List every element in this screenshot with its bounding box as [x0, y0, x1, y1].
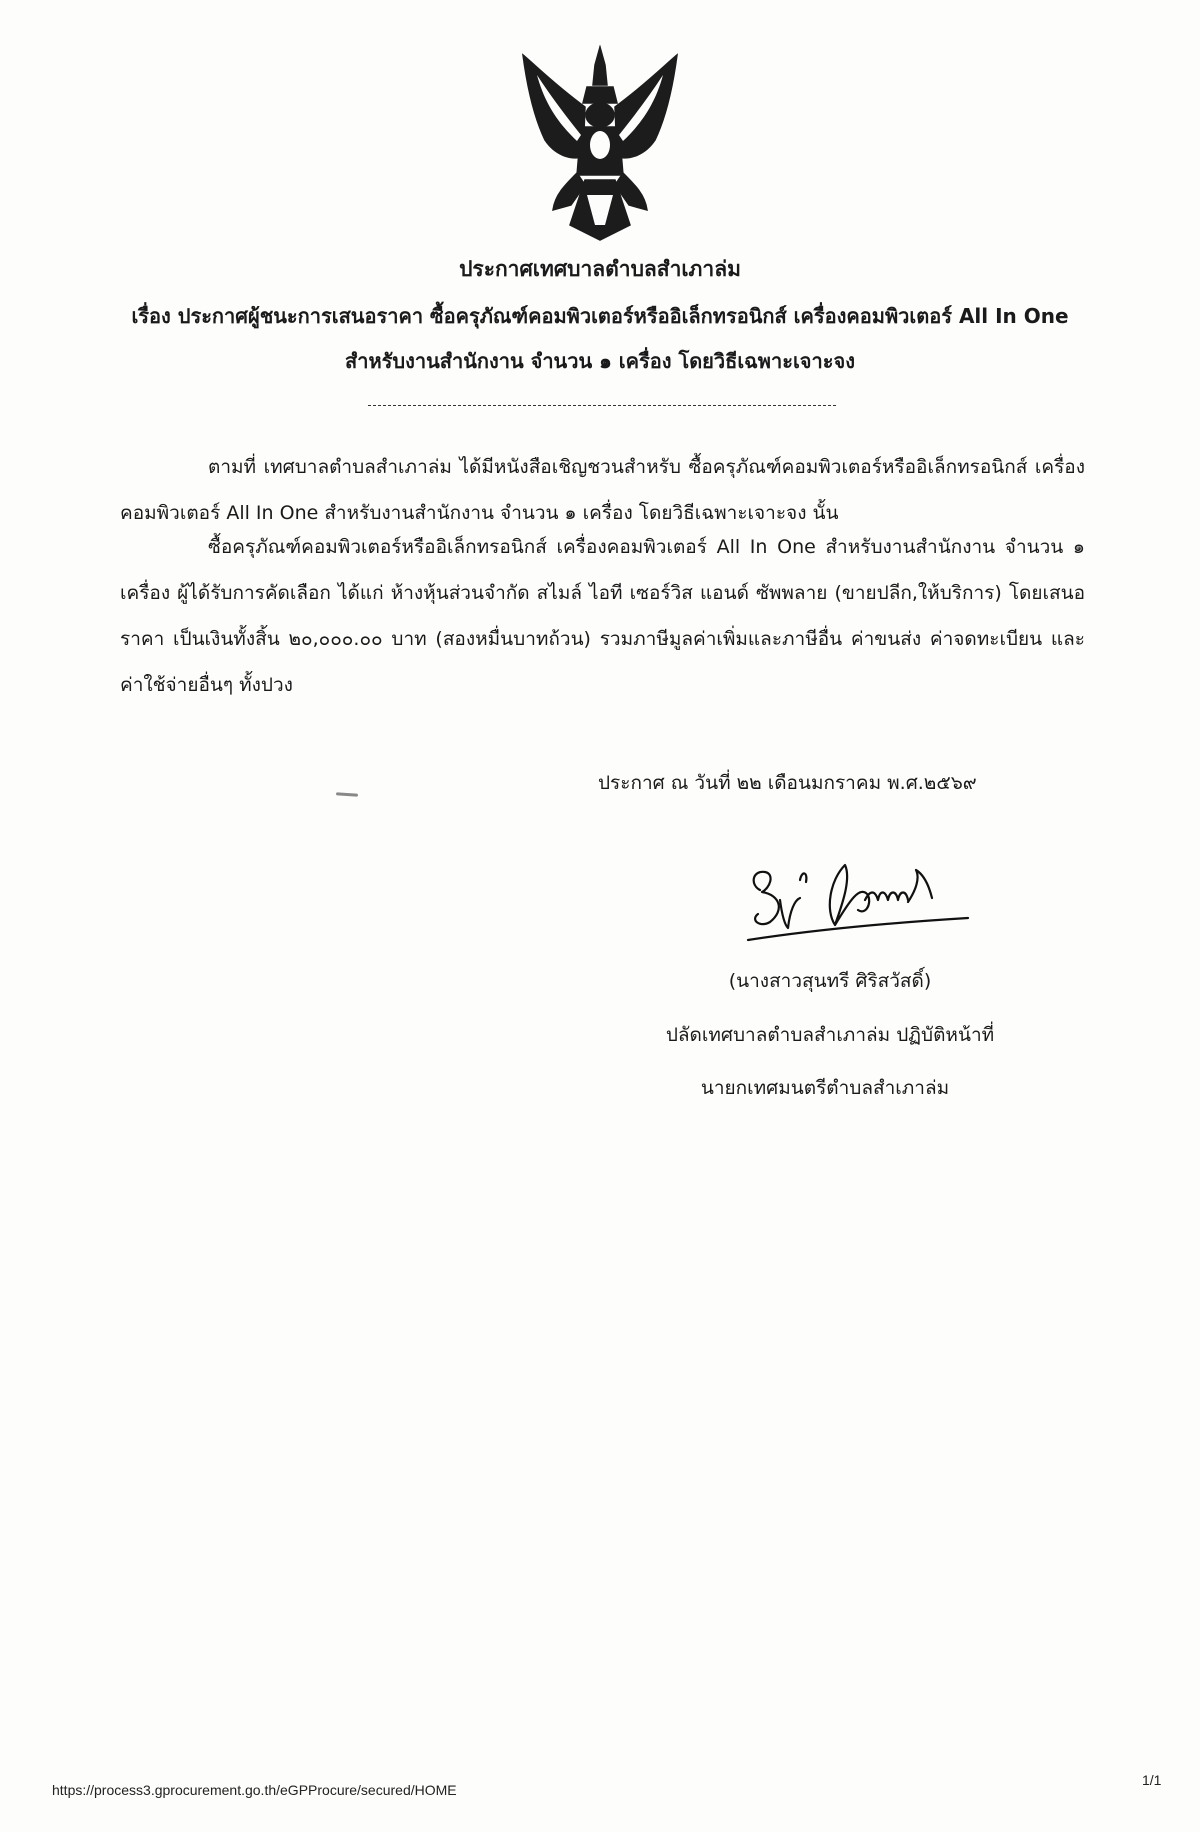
handwritten-signature [740, 840, 980, 955]
body-paragraph-1: ตามที่ เทศบาลตำบลสำเภาล่ม ได้มีหนังสือเชิญชวนสำหรับ ซื้อครุภัณฑ์คอมพิวเตอร์หรืออิเล็กทรอนิกส์ เครื่องคอมพิวเตอร์ All In One สำหรับงานสำนักงาน จำนวน ๑ เครื่อง โดยวิธีเฉพาะเจาะจง นั้น [120, 456, 1085, 524]
dashed-divider [368, 405, 836, 406]
footer-url: https://process3.gprocurement.go.th/eGPProcure/secured/HOME [52, 1782, 457, 1798]
garuda-emblem-icon [515, 45, 685, 245]
document-title: ประกาศเทศบาลตำบลสำเภาล่ม [459, 257, 741, 281]
document-subject: เรื่อง ประกาศผู้ชนะการเสนอราคา ซื้อครุภัณฑ์คอมพิวเตอร์หรืออิเล็กทรอนิกส์ เครื่องคอมพิวเตอร์ All In One สำหรับงานสำนักงาน จำนวน ๑ เครื่อง โดยวิธีเฉพาะเจาะจง [131, 304, 1069, 373]
body-paragraph-2: ซื้อครุภัณฑ์คอมพิวเตอร์หรืออิเล็กทรอนิกส์ เครื่องคอมพิวเตอร์ All In One สำหรับงานสำนักงาน จำนวน ๑ เครื่อง ผู้ได้รับการคัดเลือก ได้แก่ ห้างหุ้นส่วนจำกัด สไมล์ ไอที เซอร์วิส แอนด์ ซัพพลาย (ขายปลีก,ให้บริการ) โดยเสนอราคา เป็นเงินทั้งสิ้น ๒๐,๐๐๐.๐๐ บาท (สองหมื่นบาทถ้วน) รวมภาษีมูลค่าเพิ่มและภาษีอื่น ค่าขนส่ง ค่าจดทะเบียน และค่าใช้จ่ายอื่นๆ ทั้งปวง [120, 536, 1085, 696]
scan-smudge [336, 792, 358, 797]
signatory-name: (นางสาวสุนทรี ศิริสวัสดิ์) [728, 970, 932, 992]
signatory-position-1: ปลัดเทศบาลตำบลสำเภาล่ม ปฏิบัติหน้าที่ [665, 1024, 995, 1046]
signatory-position-2: นายกเทศมนตรีตำบลสำเภาล่ม [700, 1077, 950, 1099]
announce-date: ประกาศ ณ วันที่ ๒๒ เดือนมกราคม พ.ศ.๒๕๖๙ [598, 772, 977, 794]
footer-page-number: 1/1 [1142, 1772, 1162, 1788]
